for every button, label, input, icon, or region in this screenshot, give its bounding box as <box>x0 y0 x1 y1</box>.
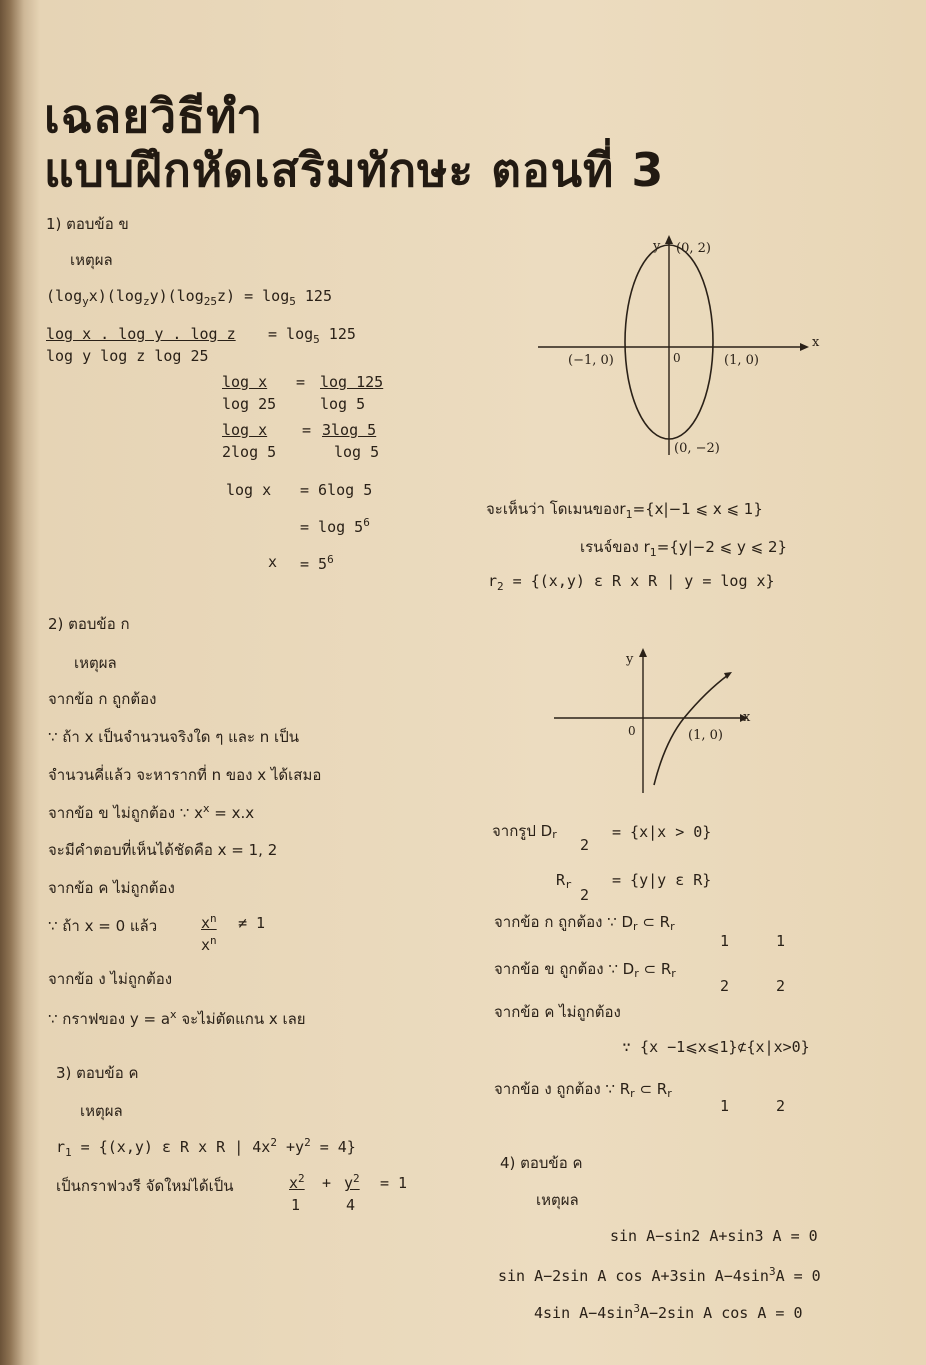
q4-equation-3: 4sin $A-4\sin^3A-2\sin$ A cos A = 0 <box>534 1302 803 1322</box>
q2-reason: เหตุผล <box>74 654 117 672</box>
ellipse-x-label: x <box>812 335 820 350</box>
choice-b-sub-left: 2 <box>720 977 730 995</box>
q3-relation-r1: $r_1 = \{(x,y)$ ε R x R | $4x^2 +y^2 = 4$} <box>56 1136 356 1159</box>
q2-line-7: ∵ ถ้า x = 0 แล้ว <box>48 917 158 935</box>
domain-r2-subscript: 2 <box>580 836 590 854</box>
log-origin: 0 <box>628 724 636 738</box>
q1-frac-2-num-right: log 125 <box>320 373 384 391</box>
q1-frac-3-den-right: log 5 <box>334 443 380 461</box>
q2-line-7-neq: ≠ 1 <box>238 914 266 932</box>
choice-a-sub-left: 1 <box>720 932 730 950</box>
q1-frac-3-num-right: 3log 5 <box>322 421 377 439</box>
choice-a-statement: จากข้อ ก ถูกต้อง ∵ $D_r$ ⊂ $R_r$ <box>494 913 675 933</box>
q3-heading: 3) ตอบข้อ ค <box>56 1064 139 1082</box>
q1-step-1-left: log x <box>226 481 272 499</box>
q3-frac-1-num: $x^2$ <box>289 1172 305 1192</box>
log-y-label: y <box>626 652 634 667</box>
range-r2-value: = {y|y ε R} <box>612 871 712 889</box>
q1-frac-1-den: log y log z log 25 <box>46 347 209 365</box>
ellipse-y-arrow-icon <box>665 235 673 244</box>
q1-frac-2-den-right: log 5 <box>320 395 366 413</box>
q1-frac-3-num-left: log x <box>222 421 268 439</box>
ellipse-graph <box>530 230 820 460</box>
q2-heading: 2) ตอบข้อ ก <box>48 615 130 633</box>
q1-frac-3-eq: = <box>302 421 312 439</box>
choice-d-statement: จากข้อ ง ถูกต้อง ∵ $R_r$ ⊂ $R_r$ <box>494 1080 672 1100</box>
ellipse-top-point: (0, 2) <box>676 241 711 256</box>
q4-reason: เหตุผล <box>536 1191 579 1209</box>
ellipse-x-arrow-icon <box>800 343 809 351</box>
q1-frac-2-num-left: log x <box>222 373 268 391</box>
choice-d-sub-right: 2 <box>776 1097 786 1115</box>
q2-line-1: จากข้อ ก ถูกต้อง <box>48 690 157 708</box>
q1-frac-2-den-left: log 25 <box>222 395 277 413</box>
ellipse-bottom-point: (0, −2) <box>674 441 720 456</box>
q1-step-3-right: = $5^6$ <box>300 553 334 573</box>
range-r1: เรนจ์ของ $r_1=\{y|-2$ ⩽ y ⩽ 2} <box>580 538 788 559</box>
choice-b-sub-right: 2 <box>776 977 786 995</box>
q2-line-8: จากข้อ ง ไม่ถูกต้อง <box>48 970 173 988</box>
ellipse-origin: 0 <box>673 351 681 365</box>
title-line-1: เฉลยวิธีทำ <box>44 89 264 143</box>
q3-frac-1-den: 1 <box>291 1196 301 1214</box>
q3-frac-2-den: 4 <box>346 1196 356 1214</box>
q2-line-3: จำนวนคี่แล้ว จะหารากที่ n ของ x ได้เสมอ <box>48 766 322 784</box>
q3-reason: เหตุผล <box>80 1102 123 1120</box>
q2-line-2: ∵ ถ้า x เป็นจำนวนจริงใด ๆ และ n เป็น <box>48 728 299 746</box>
choice-a-sub-right: 1 <box>776 932 786 950</box>
q1-reason: เหตุผล <box>70 251 113 269</box>
range-r2-subscript: 2 <box>580 886 590 904</box>
choice-c-statement: จากข้อ ค ไม่ถูกต้อง <box>494 1003 621 1021</box>
q3-equals-one: = 1 <box>380 1174 408 1192</box>
q3-line-2: เป็นกราฟวงรี จัดใหม่ได้เป็น <box>56 1177 234 1195</box>
domain-r1: จะเห็นว่า โดเมนของ$r_1=\{x|-1$ ⩽ x ⩽ 1} <box>486 500 763 521</box>
choice-d-sub-left: 1 <box>720 1097 730 1115</box>
domain-r2-value: = {x|x > 0} <box>612 823 712 841</box>
q1-equation-1: $(\log_yx)(\log_zy)(\log_{25}z) = \log_5 125$ <box>46 287 332 308</box>
title-line-2: แบบฝึกหัดเสริมทักษะ ตอนที่ 3 <box>44 143 665 197</box>
choice-c-reason: ∵ {x −1⩽x⩽1}⊄{x|x>0} <box>622 1038 810 1056</box>
q4-heading: 4) ตอบข้อ ค <box>500 1154 583 1172</box>
domain-r2: จากรูป Dr <box>492 822 557 841</box>
q2-line-9: ∵ กราฟของ $y = a^x$ จะไม่ตัดแกน x เลย <box>48 1008 306 1028</box>
q4-equation-2: sin A−2sin A cos A+3sin $A-4\sin^3A = 0$ <box>498 1265 821 1285</box>
q1-step-1-right: = 6log 5 <box>300 481 373 499</box>
ellipse-right-point: (1, 0) <box>724 353 759 368</box>
q2-line-7-fraction-den: $x^n$ <box>201 934 217 954</box>
choice-b-statement: จากข้อ ข ถูกต้อง ∵ $D_r$ ⊂ $R_r$ <box>494 960 676 980</box>
log-y-arrow-icon <box>639 648 647 657</box>
q1-step-3-left: x <box>268 553 278 571</box>
q2-line-5: จะมีคำตอบที่เห็นได้ชัดคือ x = 1, 2 <box>48 841 278 859</box>
q1-frac-2-eq: = <box>296 373 306 391</box>
q1-heading: 1) ตอบข้อ ข <box>46 215 129 233</box>
ellipse-left-point: (−1, 0) <box>568 353 614 368</box>
log-graph <box>548 645 768 795</box>
relation-r2: $r_2 = \{(x,y)$ ε R x R | y = log x} <box>488 572 775 593</box>
q3-plus: + <box>322 1174 332 1192</box>
q2-line-6: จากข้อ ค ไม่ถูกต้อง <box>48 879 175 897</box>
q2-line-4: จากข้อ ข ไม่ถูกต้อง ∵ $x^x = x.x$ <box>48 802 255 822</box>
q1-frac-3-den-left: 2log 5 <box>222 443 277 461</box>
q1-frac-1-num: log x . log y . log z <box>46 325 236 343</box>
range-r2: $R_r$ <box>556 871 572 891</box>
q1-frac-1-rhs: = $\log_5 125$ <box>268 325 356 346</box>
q2-line-7-fraction-num: $x^n$ <box>201 912 217 932</box>
log-point: (1, 0) <box>688 728 723 743</box>
q1-step-2: = $\log 5^6$ <box>300 516 370 536</box>
q4-equation-1: sin A−sin2 A+sin3 A = 0 <box>610 1227 818 1245</box>
ellipse-y-label: y <box>653 239 661 254</box>
q3-frac-2-num: $y^2$ <box>344 1172 360 1192</box>
log-x-label: x <box>743 710 751 725</box>
